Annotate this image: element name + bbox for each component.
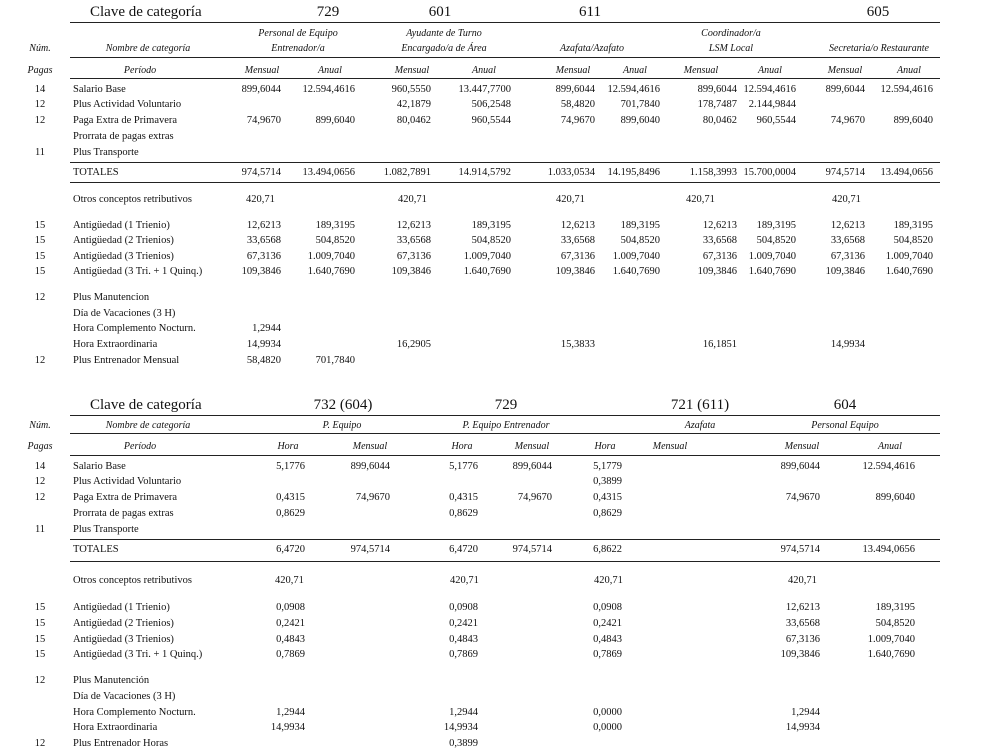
cell-value: 33,6568 <box>396 235 431 246</box>
cell-value: 67,3136 <box>246 251 281 262</box>
cell-value: 16,2905 <box>396 339 431 350</box>
t1-col5: Secretaria/o Restaurante <box>829 43 929 54</box>
cell-value: 74,9670 <box>785 492 820 503</box>
cell-value: 74,9670 <box>830 115 865 126</box>
t1-subheader-rule <box>70 78 940 79</box>
t1-col1-line2: Entrenador/a <box>271 43 325 54</box>
t1-header-rule <box>70 57 940 58</box>
cell-value: 1,2944 <box>449 707 478 718</box>
t1-subheader: Anual <box>472 65 496 76</box>
concepto-label: Hora Extraordinaria <box>73 339 158 350</box>
t1-num-label: Núm. <box>29 43 51 54</box>
cell-value: 701,7840 <box>620 99 660 110</box>
cell-value: 16,1851 <box>702 339 737 350</box>
cell-value: 1.640,7690 <box>307 266 355 277</box>
pagas-value: 15 <box>34 649 46 660</box>
cell-value: 0,4843 <box>276 634 305 645</box>
concepto-label: Plus Manutención <box>73 675 150 686</box>
cell-value: 1,2944 <box>276 707 305 718</box>
cell-value: 0,2421 <box>449 618 478 629</box>
pagas-value: 15 <box>34 220 46 231</box>
cell-value: 189,3195 <box>620 220 660 231</box>
t2-subheader: Mensual <box>784 441 820 452</box>
cell-value: 0,0908 <box>276 602 305 613</box>
concepto-label: Día de Vacaciones (3 H) <box>73 308 176 319</box>
pagas-value: 15 <box>34 266 46 277</box>
t1-periodo-label: Período <box>123 65 157 76</box>
concepto-label: Antigüedad (3 Trienios) <box>73 251 174 262</box>
cell-value: 189,3195 <box>471 220 511 231</box>
concepto-label: Salario Base <box>73 461 126 472</box>
t1-subheader: Anual <box>897 65 921 76</box>
cell-value: 0,0000 <box>593 707 622 718</box>
pagas-value: 12 <box>34 115 46 126</box>
t1-top-rule <box>70 22 940 23</box>
cell-value: 0,4315 <box>276 492 305 503</box>
concepto-label: Prorrata de pagas extras <box>73 508 174 519</box>
t2-subheader: Mensual <box>652 441 688 452</box>
cell-value: 0,4843 <box>593 634 622 645</box>
cell-value: 504,8520 <box>756 235 796 246</box>
cell-value: 33,6568 <box>560 235 595 246</box>
cell-value: 0,4315 <box>449 492 478 503</box>
t1-totales-label: TOTALES <box>73 167 119 178</box>
cell-value: 189,3195 <box>893 220 933 231</box>
t2-total-value: 6,4720 <box>276 544 305 555</box>
cell-value: 109,3846 <box>241 266 281 277</box>
cell-value: 1.640,7690 <box>612 266 660 277</box>
cell-value: 504,8520 <box>893 235 933 246</box>
t1-subheader: Mensual <box>827 65 863 76</box>
t1-code: 729 <box>316 4 340 20</box>
t2-heading: Clave de categoría <box>90 397 202 413</box>
t2-col1: P. Equipo <box>322 420 362 431</box>
cell-value: 42,1879 <box>396 99 431 110</box>
cell-value: 0,2421 <box>276 618 305 629</box>
cell-value: 0,7869 <box>276 649 305 660</box>
cell-value: 12,6213 <box>702 220 737 231</box>
cell-value: 12.594,4616 <box>880 84 933 95</box>
t2-col2: P. Equipo Entrenador <box>462 420 550 431</box>
t1-col4-line1: Coordinador/a <box>701 28 761 39</box>
cell-value: 0,2421 <box>593 618 622 629</box>
concepto-label: Antigüedad (2 Trienios) <box>73 235 174 246</box>
t1-totales-bottom-rule <box>70 182 940 183</box>
t1-total-value: 974,5714 <box>241 167 281 178</box>
cell-value: 109,3846 <box>697 266 737 277</box>
cell-value: 504,8520 <box>620 235 660 246</box>
concepto-label: Paga Extra de Primavera <box>73 115 178 126</box>
t1-col1-line1: Personal de Equipo <box>258 28 338 39</box>
cell-value: 12.594,4616 <box>607 84 660 95</box>
cell-value: 12.594,4616 <box>743 84 796 95</box>
cell-value: 67,3136 <box>560 251 595 262</box>
cell-value: 14,9934 <box>785 722 820 733</box>
t2-otros-value: 420,71 <box>275 575 304 586</box>
t1-code: 611 <box>579 4 601 20</box>
concepto-label: Hora Complemento Nocturn. <box>73 323 196 334</box>
concepto-label: Antigüedad (1 Trienio) <box>73 220 170 231</box>
t2-total-value: 974,5714 <box>780 544 820 555</box>
t1-total-value: 1.033,0534 <box>547 167 595 178</box>
cell-value: 189,3195 <box>756 220 796 231</box>
cell-value: 0,3899 <box>593 476 622 487</box>
t1-subheader: Mensual <box>683 65 719 76</box>
cell-value: 109,3846 <box>825 266 865 277</box>
cell-value: 0,7869 <box>593 649 622 660</box>
cell-value: 0,7869 <box>449 649 478 660</box>
cell-value: 109,3846 <box>780 649 820 660</box>
t2-totales-rule <box>70 539 940 540</box>
cell-value: 33,6568 <box>785 618 820 629</box>
cell-value: 899,6044 <box>825 84 865 95</box>
t2-col3: Azafata <box>684 420 716 431</box>
t1-total-value: 14.914,5792 <box>458 167 511 178</box>
cell-value: 0,0908 <box>593 602 622 613</box>
concepto-label: Hora Complemento Nocturn. <box>73 707 196 718</box>
cell-value: 14,9934 <box>270 722 305 733</box>
cell-value: 1.009,7040 <box>463 251 511 262</box>
cell-value: 33,6568 <box>246 235 281 246</box>
t2-subheader: Mensual <box>514 441 550 452</box>
t2-subheader: Hora <box>451 441 473 452</box>
pagas-value: 15 <box>34 235 46 246</box>
concepto-label: Antigüedad (1 Trienio) <box>73 602 170 613</box>
concepto-label: Salario Base <box>73 84 126 95</box>
concepto-label: Prorrata de pagas extras <box>73 131 174 142</box>
cell-value: 0,8629 <box>276 508 305 519</box>
concepto-label: Plus Transporte <box>73 524 139 535</box>
cell-value: 12,6213 <box>830 220 865 231</box>
cell-value: 67,3136 <box>830 251 865 262</box>
cell-value: 33,6568 <box>702 235 737 246</box>
t1-total-value: 13.494,0656 <box>302 167 355 178</box>
cell-value: 58,4820 <box>246 355 281 366</box>
pagas-value: 15 <box>34 618 46 629</box>
cell-value: 960,5544 <box>471 115 511 126</box>
cell-value: 14,9934 <box>443 722 478 733</box>
cell-value: 15,3833 <box>560 339 595 350</box>
cell-value: 109,3846 <box>391 266 431 277</box>
cell-value: 74,9670 <box>355 492 390 503</box>
t1-otros-label: Otros conceptos retributivos <box>73 194 192 205</box>
pagas-value: 12 <box>34 738 46 749</box>
cell-value: 0,4843 <box>449 634 478 645</box>
t2-num-label: Núm. <box>29 420 51 431</box>
t1-subheader: Anual <box>758 65 782 76</box>
t1-nombre-label: Nombre de categoría <box>105 43 191 54</box>
cell-value: 899,6044 <box>780 461 820 472</box>
concepto-label: Paga Extra de Primavera <box>73 492 178 503</box>
cell-value: 12,6213 <box>560 220 595 231</box>
cell-value: 0,3899 <box>449 738 478 749</box>
cell-value: 899,6040 <box>893 115 933 126</box>
cell-value: 0,0908 <box>449 602 478 613</box>
t2-totales-label: TOTALES <box>73 544 119 555</box>
t1-code: 605 <box>866 4 890 20</box>
cell-value: 504,8520 <box>875 618 915 629</box>
cell-value: 12.594,4616 <box>862 461 915 472</box>
concepto-label: Antigüedad (3 Tri. + 1 Quinq.) <box>73 266 203 277</box>
pagas-value: 12 <box>34 292 46 303</box>
cell-value: 506,2548 <box>471 99 511 110</box>
t1-col2-line1: Ayudante de Turno <box>406 28 482 39</box>
t2-code: 732 (604) <box>313 397 373 413</box>
t2-total-value: 974,5714 <box>350 544 390 555</box>
cell-value: 80,0462 <box>702 115 737 126</box>
concepto-label: Antigüedad (3 Tri. + 1 Quinq.) <box>73 649 203 660</box>
cell-value: 5,1776 <box>449 461 478 472</box>
cell-value: 74,9670 <box>246 115 281 126</box>
t1-subheader: Anual <box>623 65 647 76</box>
cell-value: 109,3846 <box>555 266 595 277</box>
cell-value: 899,6044 <box>555 84 595 95</box>
t2-pagas-label: Pagas <box>27 441 53 452</box>
t1-subheader: Anual <box>318 65 342 76</box>
pagas-value: 14 <box>34 84 46 95</box>
t1-col2-line2: Encargado/a de Área <box>401 43 487 54</box>
cell-value: 1.640,7690 <box>463 266 511 277</box>
cell-value: 0,4315 <box>593 492 622 503</box>
t1-total-value: 15.700,0004 <box>743 167 796 178</box>
concepto-label: Plus Entrenador Horas <box>73 738 169 749</box>
t2-code: 729 <box>494 397 518 413</box>
cell-value: 33,6568 <box>830 235 865 246</box>
concepto-label: Hora Extraordinaria <box>73 722 158 733</box>
cell-value: 67,3136 <box>396 251 431 262</box>
pagas-value: 12 <box>34 675 46 686</box>
pagas-value: 12 <box>34 492 46 503</box>
t1-otros-value: 420,71 <box>832 194 861 205</box>
pagas-value: 15 <box>34 634 46 645</box>
cell-value: 1.009,7040 <box>885 251 933 262</box>
cell-value: 12,6213 <box>246 220 281 231</box>
t1-otros-value: 420,71 <box>686 194 715 205</box>
cell-value: 67,3136 <box>785 634 820 645</box>
t2-subheader: Anual <box>878 441 902 452</box>
t1-otros-value: 420,71 <box>246 194 275 205</box>
cell-value: 12.594,4616 <box>302 84 355 95</box>
pagas-value: 12 <box>34 476 46 487</box>
cell-value: 5,1779 <box>593 461 622 472</box>
pagas-value: 11 <box>34 147 46 158</box>
cell-value: 178,7487 <box>697 99 737 110</box>
t1-total-value: 1.158,3993 <box>689 167 737 178</box>
cell-value: 80,0462 <box>396 115 431 126</box>
t2-subheader: Hora <box>277 441 299 452</box>
t2-total-value: 13.494,0656 <box>862 544 915 555</box>
cell-value: 2.144,9844 <box>748 99 796 110</box>
cell-value: 899,6040 <box>315 115 355 126</box>
t2-totales-bottom-rule <box>70 561 940 562</box>
cell-value: 1.640,7690 <box>885 266 933 277</box>
t1-subheader: Mensual <box>555 65 591 76</box>
t2-otros-label: Otros conceptos retributivos <box>73 575 192 586</box>
concepto-label: Plus Actividad Voluntario <box>73 99 182 110</box>
t1-total-value: 1.082,7891 <box>383 167 431 178</box>
t2-total-value: 6,8622 <box>593 544 622 555</box>
cell-value: 960,5544 <box>756 115 796 126</box>
concepto-label: Antigüedad (3 Trienios) <box>73 634 174 645</box>
cell-value: 899,6044 <box>697 84 737 95</box>
t2-otros-value: 420,71 <box>594 575 623 586</box>
cell-value: 189,3195 <box>875 602 915 613</box>
t1-total-value: 974,5714 <box>825 167 865 178</box>
cell-value: 67,3136 <box>702 251 737 262</box>
t2-total-value: 974,5714 <box>512 544 552 555</box>
cell-value: 504,8520 <box>471 235 511 246</box>
t2-nombre-label: Nombre de categoría <box>105 420 191 431</box>
t1-otros-value: 420,71 <box>398 194 427 205</box>
t1-total-value: 14.195,8496 <box>607 167 660 178</box>
concepto-label: Plus Entrenador Mensual <box>73 355 180 366</box>
cell-value: 899,6040 <box>875 492 915 503</box>
t2-otros-value: 420,71 <box>788 575 817 586</box>
t1-col4-line2: LSM Local <box>708 43 754 54</box>
cell-value: 1.640,7690 <box>867 649 915 660</box>
cell-value: 1,2944 <box>791 707 820 718</box>
t1-subheader: Mensual <box>244 65 280 76</box>
t1-heading: Clave de categoría <box>90 4 202 20</box>
cell-value: 14,9934 <box>830 339 865 350</box>
t2-subheader: Hora <box>594 441 616 452</box>
cell-value: 0,8629 <box>593 508 622 519</box>
t1-subheader: Mensual <box>394 65 430 76</box>
cell-value: 899,6044 <box>241 84 281 95</box>
cell-value: 1,2944 <box>252 323 281 334</box>
concepto-label: Plus Actividad Voluntario <box>73 476 182 487</box>
cell-value: 899,6040 <box>620 115 660 126</box>
concepto-label: Antigüedad (2 Trienios) <box>73 618 174 629</box>
pagas-value: 14 <box>34 461 46 472</box>
pagas-value: 15 <box>34 251 46 262</box>
t1-col3: Azafata/Azafato <box>560 43 624 54</box>
t2-code: 604 <box>833 397 857 413</box>
pagas-value: 11 <box>34 524 46 535</box>
t2-total-value: 6,4720 <box>449 544 478 555</box>
cell-value: 899,6044 <box>350 461 390 472</box>
cell-value: 14,9934 <box>246 339 281 350</box>
cell-value: 12,6213 <box>785 602 820 613</box>
t2-subheader-rule <box>70 455 940 456</box>
cell-value: 5,1776 <box>276 461 305 472</box>
cell-value: 0,0000 <box>593 722 622 733</box>
cell-value: 1.009,7040 <box>612 251 660 262</box>
pagas-value: 12 <box>34 99 46 110</box>
cell-value: 74,9670 <box>560 115 595 126</box>
t2-top-rule <box>70 415 940 416</box>
cell-value: 1.009,7040 <box>307 251 355 262</box>
t2-otros-value: 420,71 <box>450 575 479 586</box>
cell-value: 189,3195 <box>315 220 355 231</box>
cell-value: 899,6044 <box>512 461 552 472</box>
t2-header-rule <box>70 433 940 434</box>
cell-value: 504,8520 <box>315 235 355 246</box>
pagas-value: 12 <box>34 355 46 366</box>
concepto-label: Plus Transporte <box>73 147 139 158</box>
cell-value: 1.009,7040 <box>748 251 796 262</box>
cell-value: 1.640,7690 <box>748 266 796 277</box>
cell-value: 701,7840 <box>315 355 355 366</box>
t1-otros-value: 420,71 <box>556 194 585 205</box>
cell-value: 12,6213 <box>396 220 431 231</box>
cell-value: 0,8629 <box>449 508 478 519</box>
concepto-label: Día de Vacaciones (3 H) <box>73 691 176 702</box>
t2-periodo-label: Período <box>123 441 157 452</box>
cell-value: 13.447,7700 <box>458 84 511 95</box>
t1-totales-rule <box>70 162 940 163</box>
cell-value: 960,5550 <box>391 84 431 95</box>
cell-value: 58,4820 <box>560 99 595 110</box>
concepto-label: Plus Manutencion <box>73 292 150 303</box>
cell-value: 1.009,7040 <box>867 634 915 645</box>
t1-total-value: 13.494,0656 <box>880 167 933 178</box>
t1-code: 601 <box>428 4 452 20</box>
t2-col4: Personal Equipo <box>811 420 879 431</box>
pagas-value: 15 <box>34 602 46 613</box>
t1-pagas-label: Pagas <box>27 65 53 76</box>
cell-value: 74,9670 <box>517 492 552 503</box>
t2-code: 721 (611) <box>670 397 730 413</box>
t2-subheader: Mensual <box>352 441 388 452</box>
